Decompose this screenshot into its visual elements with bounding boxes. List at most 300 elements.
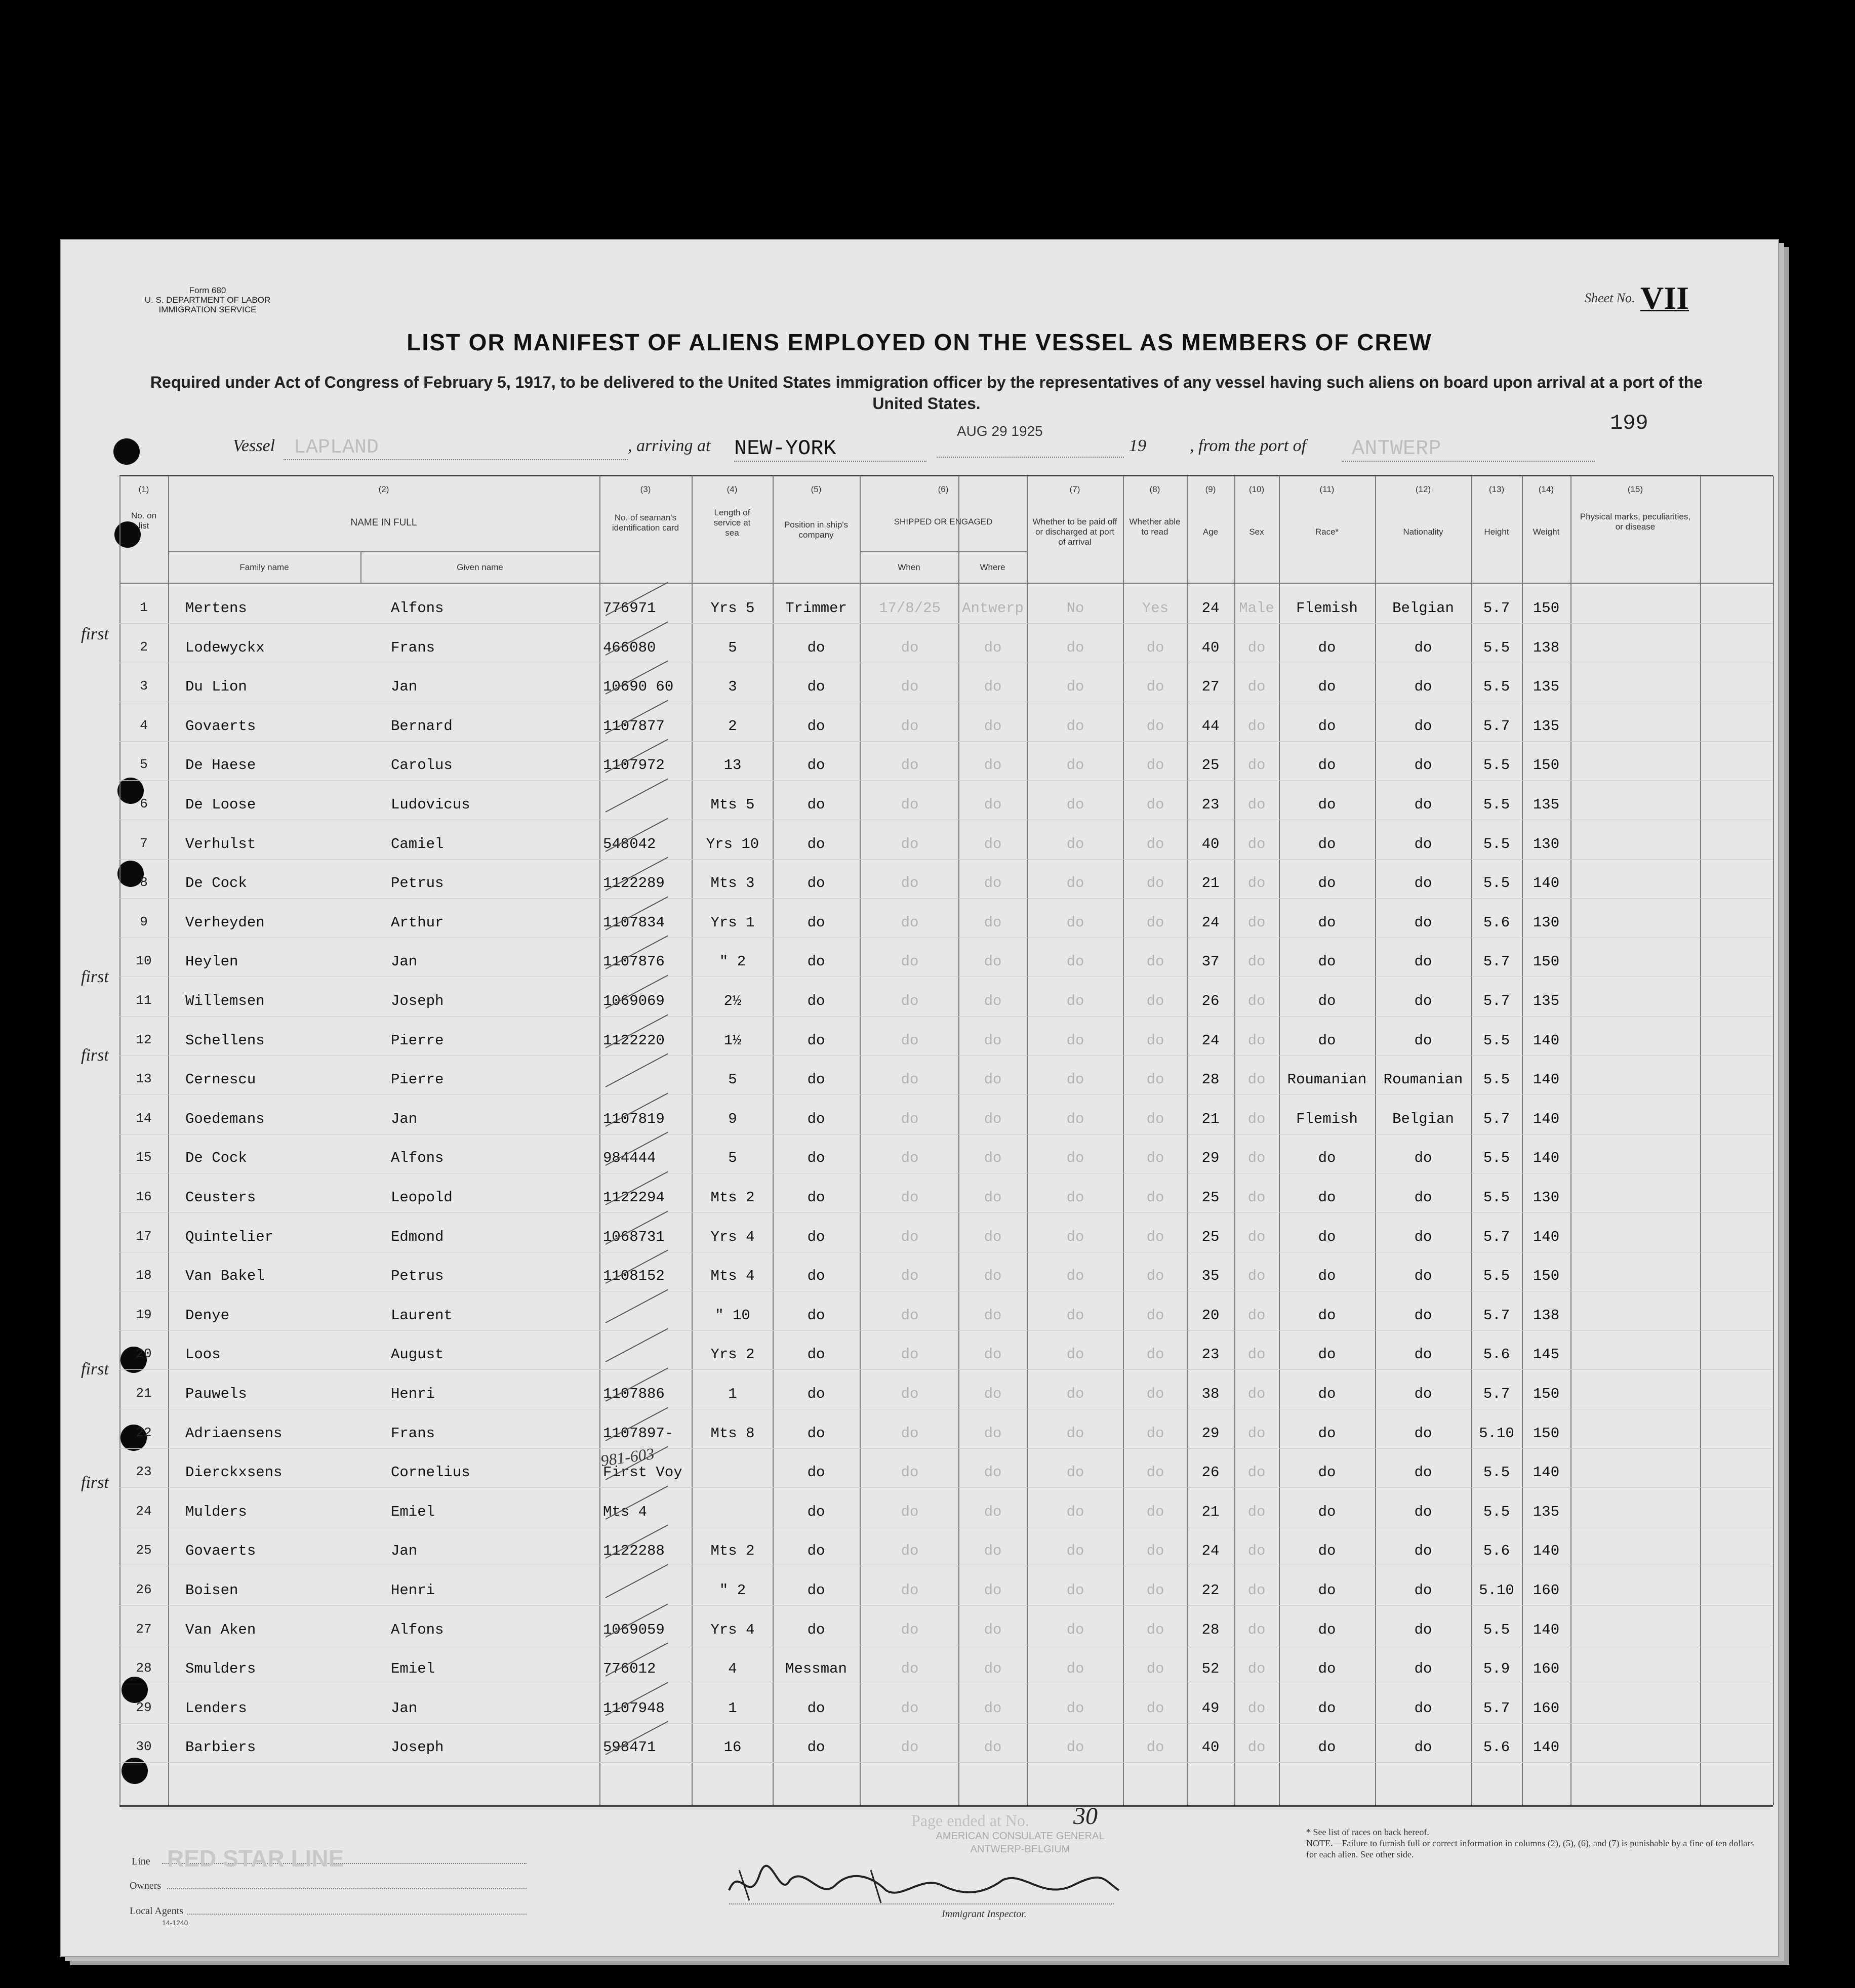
cell-height: 5.5	[1483, 796, 1510, 813]
cell-when: do	[901, 875, 919, 892]
cell-service: Mts 2	[710, 1189, 755, 1206]
cell-paid: do	[1066, 1228, 1084, 1245]
cell-paid: do	[1066, 1660, 1084, 1678]
col8-number: (8)	[1149, 484, 1160, 494]
cell-family: Denye	[185, 1307, 230, 1324]
cell-given: Jan	[391, 678, 418, 696]
cell-age: 35	[1201, 1268, 1220, 1285]
cell-position: do	[807, 1228, 825, 1245]
cell-weight: 140	[1533, 1621, 1560, 1638]
cell-position: do	[807, 1346, 825, 1363]
inspector-line	[729, 1903, 1114, 1904]
cell-position: do	[807, 796, 825, 813]
owners-field	[167, 1888, 527, 1889]
cell-age: 28	[1201, 1621, 1220, 1638]
cell-weight: 138	[1533, 639, 1560, 656]
cell-where: do	[984, 1307, 1002, 1324]
cell-age: 52	[1201, 1660, 1220, 1678]
cell-family: Verhulst	[185, 835, 256, 853]
cell-sex: do	[1247, 914, 1266, 931]
cell-where: do	[984, 1464, 1002, 1481]
cell-nationality: do	[1414, 1189, 1432, 1206]
cell-family: Lenders	[185, 1699, 247, 1717]
row-rule	[119, 1448, 1773, 1449]
cell-paid: do	[1066, 639, 1084, 656]
cell-where: do	[984, 1268, 1002, 1285]
cell-where: do	[984, 875, 1002, 892]
cell-no: 20	[136, 1346, 152, 1362]
check-mark	[606, 1564, 669, 1598]
cell-card: 1069059	[603, 1621, 665, 1638]
form-number: Form 680	[189, 286, 226, 295]
col8-header: Whether able to read	[1129, 517, 1181, 537]
cell-no: 9	[140, 914, 148, 929]
cell-nationality: do	[1414, 1739, 1432, 1756]
cell-given: August	[391, 1346, 444, 1363]
cell-nationality: do	[1414, 757, 1432, 774]
cell-position: do	[807, 1189, 825, 1206]
cell-no: 6	[140, 796, 148, 812]
cell-age: 21	[1201, 1110, 1220, 1127]
cell-weight: 150	[1533, 757, 1560, 774]
cell-service: 9	[728, 1110, 737, 1127]
cell-service: 5	[728, 1150, 737, 1167]
cell-weight: 140	[1533, 1110, 1560, 1127]
cell-paid: do	[1066, 875, 1084, 892]
row-rule	[119, 898, 1773, 899]
cell-no: 19	[136, 1307, 152, 1322]
cell-nationality: Roumanian	[1383, 1071, 1463, 1088]
cell-race: do	[1318, 757, 1336, 774]
cell-where: do	[984, 1503, 1002, 1520]
consulate-stamp-line1: AMERICAN CONSULATE GENERAL	[936, 1831, 1105, 1842]
cell-weight: 160	[1533, 1582, 1560, 1599]
cell-where: do	[984, 835, 1002, 853]
cell-age: 24	[1201, 914, 1220, 931]
cell-read: do	[1146, 1307, 1164, 1324]
cell-when: do	[901, 1386, 919, 1402]
col7-header: Whether to be paid off or discharged at port of arrival	[1032, 517, 1117, 547]
cell-race: do	[1318, 1739, 1336, 1756]
cell-age: 25	[1201, 757, 1220, 774]
cell-given: Carolus	[391, 757, 453, 774]
cell-where: do	[984, 1660, 1002, 1678]
cell-when: do	[901, 993, 919, 1009]
cell-position: do	[807, 1464, 825, 1481]
cell-given: Petrus	[391, 875, 444, 892]
cell-position: do	[807, 953, 825, 970]
cell-race: do	[1318, 1386, 1336, 1402]
cell-nationality: do	[1414, 1228, 1432, 1245]
cell-when: do	[901, 678, 919, 696]
cell-sex: do	[1247, 1582, 1266, 1599]
cell-sex: do	[1247, 1739, 1266, 1756]
cell-position: do	[807, 1110, 825, 1127]
cell-height: 5.7	[1483, 953, 1510, 970]
vessel-name: LAPLAND	[294, 436, 379, 459]
cell-read: do	[1146, 639, 1164, 656]
cell-paid: do	[1066, 1503, 1084, 1520]
cell-height: 5.5	[1483, 1032, 1510, 1049]
row-rule	[119, 1212, 1773, 1213]
cell-race: Roumanian	[1287, 1071, 1367, 1088]
cell-family: Willemsen	[185, 993, 265, 1009]
cell-position: do	[807, 1150, 825, 1167]
col11-number: (11)	[1319, 484, 1335, 494]
agents-field	[187, 1914, 527, 1915]
cell-no: 23	[136, 1464, 152, 1480]
cell-height: 5.5	[1483, 1464, 1510, 1481]
cell-position: do	[807, 1425, 825, 1442]
cell-sex: do	[1247, 1032, 1266, 1049]
col3-header: No. of seaman's identification card	[612, 513, 679, 533]
cell-read: do	[1146, 1621, 1164, 1638]
cell-weight: 160	[1533, 1699, 1560, 1717]
cell-family: Mertens	[185, 600, 247, 617]
cell-position: do	[807, 1621, 825, 1638]
col12-number: (12)	[1415, 484, 1431, 494]
cell-nationality: do	[1414, 953, 1432, 970]
col15-number: (15)	[1627, 484, 1643, 494]
cell-age: 26	[1201, 993, 1220, 1009]
cell-where: do	[984, 1425, 1002, 1442]
cell-read: do	[1146, 1189, 1164, 1206]
cell-card: 1107886	[603, 1386, 665, 1402]
cell-given: Bernard	[391, 717, 453, 735]
cell-where: do	[984, 717, 1002, 735]
col3-number: (3)	[640, 484, 651, 494]
row-rule	[119, 1487, 1773, 1488]
cell-given: Joseph	[391, 1739, 444, 1756]
col2-given: Given name	[457, 562, 503, 572]
col14-header: Weight	[1533, 527, 1560, 537]
cell-read: do	[1146, 796, 1164, 813]
col12-header: Nationality	[1403, 527, 1443, 537]
cell-given: Frans	[391, 1425, 435, 1442]
cell-given: Henri	[391, 1386, 435, 1402]
cell-paid: do	[1066, 1621, 1084, 1638]
cell-paid: do	[1066, 717, 1084, 735]
cell-paid: do	[1066, 678, 1084, 696]
cell-family: Cernescu	[185, 1071, 256, 1088]
cell-when: do	[901, 757, 919, 774]
cell-weight: 140	[1533, 1464, 1560, 1481]
cell-age: 25	[1201, 1228, 1220, 1245]
cell-card: 1107897-	[603, 1425, 674, 1442]
cell-family: Schellens	[185, 1032, 265, 1049]
cell-card: Mts 4	[603, 1503, 648, 1520]
cell-age: 21	[1201, 875, 1220, 892]
cell-service: 1	[728, 1386, 737, 1402]
cell-given: Ludovicus	[391, 796, 470, 813]
form-code: 14-1240	[162, 1919, 188, 1927]
cell-age: 40	[1201, 639, 1220, 656]
cell-card: 598471	[603, 1739, 656, 1756]
check-mark	[606, 1289, 669, 1323]
cell-when: do	[901, 1582, 919, 1599]
line-stamp: RED STAR LINE	[167, 1845, 344, 1872]
cell-weight: 150	[1533, 1268, 1560, 1285]
cell-given: Emiel	[391, 1503, 435, 1520]
col13-number: (13)	[1488, 484, 1505, 494]
cell-read: do	[1146, 953, 1164, 970]
cell-race: do	[1318, 796, 1336, 813]
cell-read: do	[1146, 1071, 1164, 1088]
cell-given: Alfons	[391, 600, 444, 617]
cell-weight: 140	[1533, 1228, 1560, 1245]
cell-family: Van Bakel	[185, 1268, 265, 1285]
cell-no: 14	[136, 1110, 152, 1126]
cell-race: do	[1318, 875, 1336, 892]
line-label: Line	[132, 1856, 150, 1867]
cell-no: 17	[136, 1228, 152, 1244]
cell-service: Yrs 1	[710, 914, 755, 931]
cell-no: 4	[140, 717, 148, 733]
cell-card: 776971	[603, 600, 656, 617]
date-field	[937, 436, 1124, 458]
cell-sex: do	[1247, 1110, 1266, 1127]
cell-weight: 150	[1533, 1386, 1560, 1402]
cell-height: 5.6	[1483, 914, 1510, 931]
margin-note: first	[81, 1360, 109, 1378]
cell-service: 13	[723, 757, 742, 774]
cell-family: Adriaensens	[185, 1425, 283, 1442]
cell-family: Pauwels	[185, 1386, 247, 1402]
cell-no: 13	[136, 1071, 152, 1087]
cell-where: do	[984, 1071, 1002, 1088]
cell-sex: do	[1247, 1699, 1266, 1717]
col9-header: Age	[1202, 527, 1219, 537]
cell-given: Arthur	[391, 914, 444, 931]
col13-header: Height	[1484, 527, 1509, 537]
cell-no: 2	[140, 639, 148, 655]
cell-family: Govaerts	[185, 717, 256, 735]
cell-nationality: Belgian	[1392, 600, 1454, 617]
sheet-label: Sheet No.	[1585, 291, 1635, 305]
cell-sex: do	[1247, 1660, 1266, 1678]
cell-position: do	[807, 1071, 825, 1088]
cell-family: Boisen	[185, 1582, 238, 1599]
cell-nationality: do	[1414, 1307, 1432, 1324]
cell-given: Edmond	[391, 1228, 444, 1245]
crew-table	[119, 475, 1773, 1807]
cell-paid: do	[1066, 1739, 1084, 1756]
cell-service: Yrs 4	[710, 1621, 755, 1638]
cell-when: do	[901, 1228, 919, 1245]
cell-race: do	[1318, 639, 1336, 656]
cell-nationality: do	[1414, 639, 1432, 656]
cell-no: 10	[136, 953, 152, 969]
cell-read: do	[1146, 1032, 1164, 1049]
cell-position: do	[807, 1307, 825, 1324]
cell-card: 548042	[603, 835, 656, 853]
cell-paid: do	[1066, 1307, 1084, 1324]
cell-read: do	[1146, 1464, 1164, 1481]
cell-height: 5.5	[1483, 757, 1510, 774]
cell-card: 1122289	[603, 875, 665, 892]
cell-service: 2	[728, 717, 737, 735]
consulate-stamp	[901, 1830, 1139, 1856]
arrival-port: NEW-YORK	[734, 436, 836, 461]
date-stamp: AUG 29 1925	[957, 423, 1043, 439]
cell-sex: do	[1247, 993, 1266, 1009]
cell-paid: do	[1066, 914, 1084, 931]
cell-service: 5	[728, 639, 737, 656]
cell-when: do	[901, 1071, 919, 1088]
cell-height: 5.5	[1483, 1268, 1510, 1285]
cell-height: 5.7	[1483, 1228, 1510, 1245]
page-number: 199	[1610, 411, 1648, 435]
cell-weight: 140	[1533, 1032, 1560, 1049]
cell-family: Van Aken	[185, 1621, 256, 1638]
margin-note: first	[81, 625, 109, 643]
cell-age: 24	[1201, 1543, 1220, 1560]
margin-note: first	[81, 967, 109, 986]
cell-paid: do	[1066, 1582, 1084, 1599]
cell-family: Verheyden	[185, 914, 265, 931]
cell-read: Yes	[1142, 600, 1169, 617]
cell-age: 28	[1201, 1071, 1220, 1088]
cell-where: do	[984, 993, 1002, 1009]
cell-when: do	[901, 1543, 919, 1560]
cell-service: Yrs 5	[710, 600, 755, 617]
cell-nationality: do	[1414, 1503, 1432, 1520]
cell-height: 5.7	[1483, 1386, 1510, 1402]
cell-when: do	[901, 717, 919, 735]
cell-age: 25	[1201, 1189, 1220, 1206]
handwritten-note: 981-603	[599, 1444, 656, 1470]
cell-card: First Voy	[603, 1464, 682, 1481]
cell-read: do	[1146, 875, 1164, 892]
year-label: 19	[1129, 436, 1146, 455]
cell-race: do	[1318, 1307, 1336, 1324]
cell-nationality: do	[1414, 1425, 1432, 1442]
cell-position: do	[807, 757, 825, 774]
cell-paid: do	[1066, 1346, 1084, 1363]
cell-service: " 2	[719, 1582, 746, 1599]
cell-service: Mts 3	[710, 875, 755, 892]
arrival-port-field	[734, 436, 926, 462]
cell-given: Laurent	[391, 1307, 453, 1324]
check-mark	[606, 1328, 669, 1362]
cell-weight: 150	[1533, 1425, 1560, 1442]
cell-no: 25	[136, 1543, 152, 1558]
cell-family: Quintelier	[185, 1228, 274, 1245]
cell-no: 15	[136, 1150, 152, 1165]
cell-race: Flemish	[1296, 600, 1358, 617]
cell-weight: 145	[1533, 1346, 1560, 1363]
cell-family: De Cock	[185, 875, 247, 892]
col6-when: When	[898, 562, 920, 572]
cell-nationality: do	[1414, 1386, 1432, 1402]
cell-given: Cornelius	[391, 1464, 470, 1481]
cell-family: Mulders	[185, 1503, 247, 1520]
cell-age: 38	[1201, 1386, 1220, 1402]
cell-height: 5.5	[1483, 1503, 1510, 1520]
cell-paid: do	[1066, 953, 1084, 970]
cell-height: 5.10	[1479, 1425, 1514, 1442]
service-name: IMMIGRATION SERVICE	[158, 305, 257, 314]
cell-weight: 160	[1533, 1660, 1560, 1678]
cell-race: do	[1318, 914, 1336, 931]
cell-when: do	[901, 1110, 919, 1127]
cell-sex: do	[1247, 678, 1266, 696]
cell-height: 5.7	[1483, 717, 1510, 735]
cell-when: do	[901, 1346, 919, 1363]
cell-no: 28	[136, 1660, 152, 1676]
cell-height: 5.10	[1479, 1582, 1514, 1599]
cell-height: 5.5	[1483, 678, 1510, 696]
cell-height: 5.5	[1483, 875, 1510, 892]
cell-where: do	[984, 1032, 1002, 1049]
cell-sex: do	[1247, 757, 1266, 774]
row-rule	[119, 741, 1773, 742]
cell-card: 984444	[603, 1150, 656, 1167]
cell-race: do	[1318, 1032, 1336, 1049]
cell-height: 5.5	[1483, 639, 1510, 656]
cell-read: do	[1146, 678, 1164, 696]
cell-age: 40	[1201, 835, 1220, 853]
cell-height: 5.6	[1483, 1346, 1510, 1363]
cell-position: do	[807, 875, 825, 892]
cell-weight: 135	[1533, 678, 1560, 696]
cell-service: 3	[728, 678, 737, 696]
vessel-label: Vessel	[233, 436, 275, 455]
cell-no: 29	[136, 1699, 152, 1715]
cell-nationality: do	[1414, 717, 1432, 735]
agents-label: Local Agents	[130, 1905, 184, 1917]
cell-where: do	[984, 678, 1002, 696]
page-subtitle: Required under Act of Congress of February 5, 1917, to be delivered to the United States immigration officer by the representatives of any vessel having such aliens on board upon arrival at a port of the United States.	[150, 373, 1703, 413]
col2-header: NAME IN FULL	[350, 517, 417, 528]
cell-height: 5.6	[1483, 1739, 1510, 1756]
cell-read: do	[1146, 1543, 1164, 1560]
cell-family: Heylen	[185, 953, 238, 970]
cell-given: Jan	[391, 953, 418, 970]
footnote	[1306, 1827, 1762, 1860]
cell-when: do	[901, 796, 919, 813]
cell-card: 1107834	[603, 914, 665, 931]
cell-nationality: do	[1414, 875, 1432, 892]
cell-sex: do	[1247, 1228, 1266, 1245]
cell-given: Pierre	[391, 1071, 444, 1088]
cell-service: 5	[728, 1071, 737, 1088]
cell-when: do	[901, 1150, 919, 1167]
row-rule	[119, 623, 1773, 624]
cell-family: Lodewyckx	[185, 639, 265, 656]
margin-note: first	[81, 1473, 109, 1492]
check-mark	[606, 1053, 669, 1087]
cell-where: do	[984, 1543, 1002, 1560]
col5-header: Position in ship's company	[784, 520, 849, 540]
cell-where: do	[984, 1699, 1002, 1717]
cell-card: 1107876	[603, 953, 665, 970]
cell-race: do	[1318, 1425, 1336, 1442]
cell-service: Yrs 4	[710, 1228, 755, 1245]
arriving-label: , arriving at	[628, 436, 711, 455]
manifest-sheet	[60, 239, 1779, 1957]
cell-position: do	[807, 1503, 825, 1520]
cell-card: 1107948	[603, 1699, 665, 1717]
cell-height: 5.5	[1483, 1621, 1510, 1638]
cell-race: do	[1318, 1503, 1336, 1520]
col15-header: Physical marks, peculiarities, or disease	[1580, 512, 1691, 532]
col6-where: Where	[980, 562, 1005, 572]
cell-race: do	[1318, 1660, 1336, 1678]
row-rule	[119, 1369, 1773, 1370]
row-rule	[119, 1605, 1773, 1606]
cell-where: do	[984, 1621, 1002, 1638]
